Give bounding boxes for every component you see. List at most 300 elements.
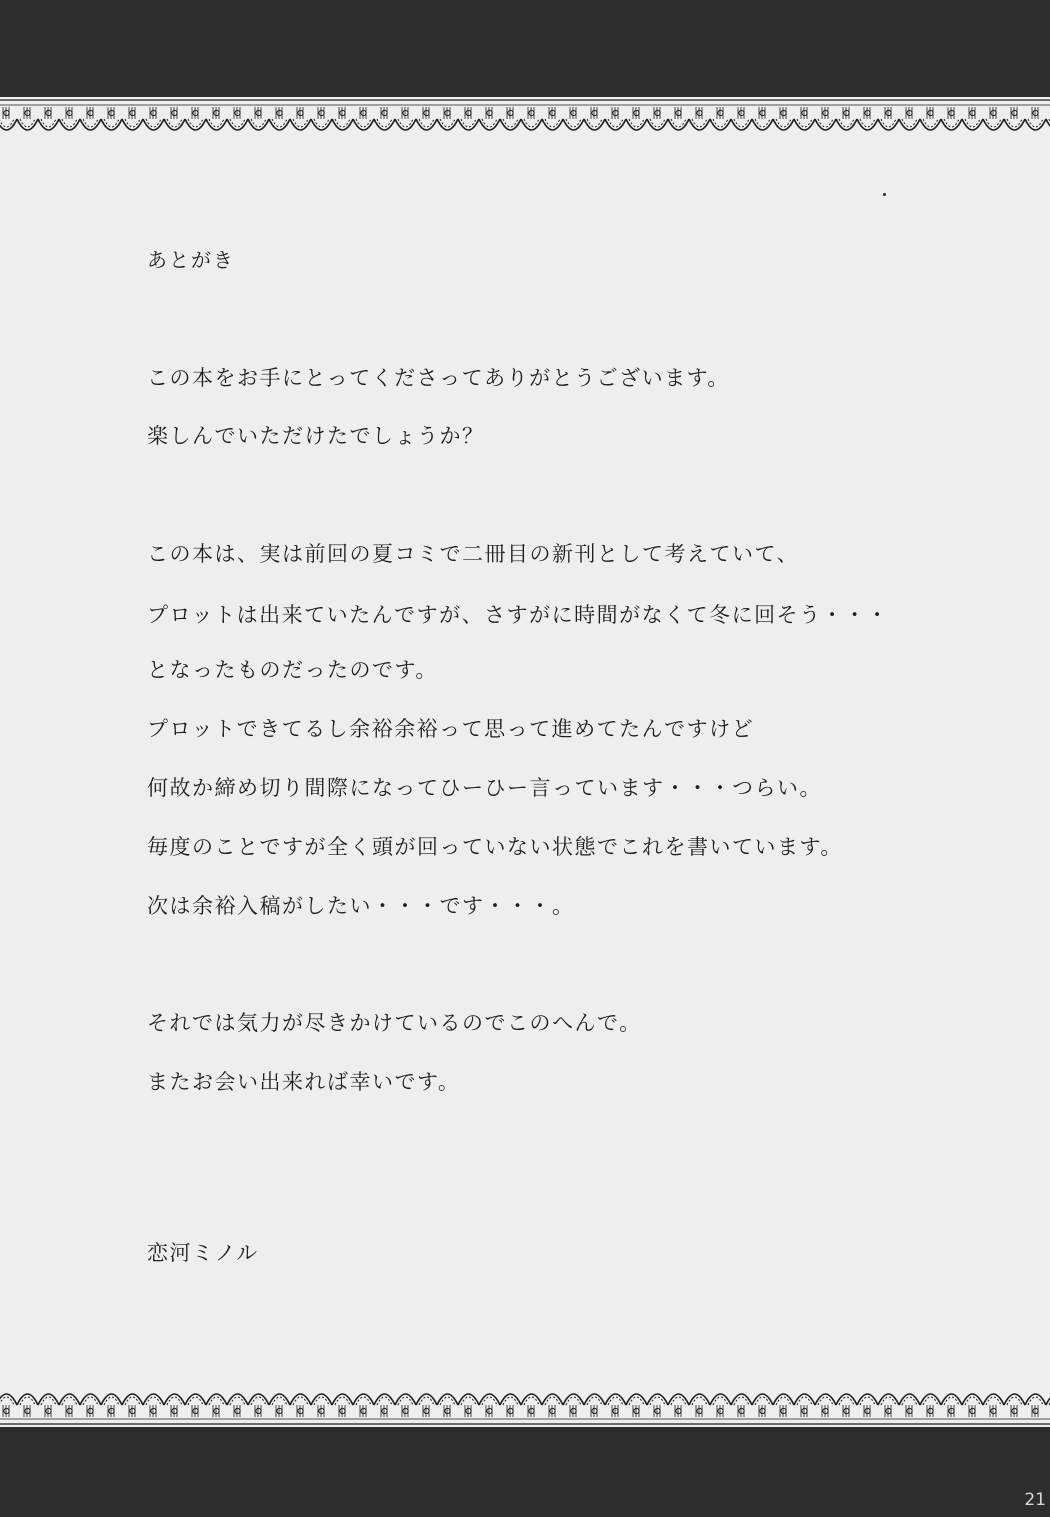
lace-scallop-inner: [965, 1397, 980, 1405]
lace-scallop-inner: [734, 119, 749, 127]
lace-bead: [193, 110, 198, 115]
lace-scallop-inner: [461, 119, 476, 127]
lace-scallop-inner: [482, 119, 497, 127]
lace-scallop-inner: [797, 1397, 812, 1405]
lace-scallop: [269, 119, 290, 130]
lace-bead: [46, 110, 51, 115]
lace-scallop: [815, 1394, 836, 1405]
lace-scallop: [143, 1394, 164, 1405]
lace-scallop: [122, 1394, 143, 1405]
lace-bead: [886, 1408, 891, 1413]
lace-scallop: [878, 1394, 899, 1405]
lace-scallop: [122, 119, 143, 130]
lace-scallop-inner: [251, 119, 266, 127]
lace-scallop-inner: [440, 1397, 455, 1405]
lace-scallop: [38, 119, 59, 130]
lace-scallop: [437, 119, 458, 130]
lace-bead: [298, 1408, 303, 1413]
lace-bead: [529, 110, 534, 115]
lace-bead: [655, 1408, 660, 1413]
lace-scallop-inner: [608, 119, 623, 127]
lace-scallop-inner: [230, 119, 245, 127]
lace-bead: [592, 1408, 597, 1413]
text-line: となったものだったのです。: [147, 658, 438, 682]
lace-scallop-inner: [377, 119, 392, 127]
lace-bead: [1033, 1408, 1038, 1413]
lace-bead: [1012, 1408, 1017, 1413]
lace-bead: [865, 110, 870, 115]
lace-scallop: [857, 119, 878, 130]
lace-scallop: [59, 1394, 80, 1405]
bottom-dark-band: [0, 1427, 1050, 1517]
text-line: この本をお手にとってくださってありがとうございます。: [147, 366, 730, 390]
lace-bead: [970, 1408, 975, 1413]
lace-scallop-inner: [608, 1397, 623, 1405]
lace-scallop: [605, 119, 626, 130]
lace-scallop-inner: [986, 119, 1001, 127]
lace-scallop-inner: [818, 1397, 833, 1405]
lace-scallop: [1025, 119, 1046, 130]
lace-bead: [529, 1408, 534, 1413]
lace-bead: [802, 110, 807, 115]
lace-scallop-inner: [335, 1397, 350, 1405]
lace-bead: [655, 110, 660, 115]
lace-scallop: [542, 1394, 563, 1405]
lace-scallop: [626, 119, 647, 130]
lace-scallop: [458, 119, 479, 130]
lace-scallop-inner: [503, 119, 518, 127]
lace-scallop: [101, 119, 122, 130]
lace-scallop: [206, 119, 227, 130]
lace-scallop-inner: [839, 1397, 854, 1405]
lace-scallop-inner: [0, 1397, 14, 1405]
lace-scallop: [290, 1394, 311, 1405]
lace-scallop-inner: [776, 1397, 791, 1405]
lace-scallop: [227, 1394, 248, 1405]
lace-scallop: [290, 119, 311, 130]
lace-motif-group: [0, 1394, 1050, 1424]
lace-scallop: [563, 1394, 584, 1405]
lace-bead: [991, 110, 996, 115]
lace-scallop: [353, 1394, 374, 1405]
lace-bead: [760, 1408, 765, 1413]
lace-bead: [25, 110, 30, 115]
lace-scallop-inner: [734, 1397, 749, 1405]
lace-scallop-inner: [188, 119, 203, 127]
lace-bead: [592, 110, 597, 115]
lace-scallop-inner: [167, 1397, 182, 1405]
lace-scallop-inner: [944, 1397, 959, 1405]
lace-bead: [130, 110, 135, 115]
lace-bead: [550, 1408, 555, 1413]
lace-bead: [109, 1408, 114, 1413]
lace-scallop: [17, 119, 38, 130]
lace-bead: [739, 110, 744, 115]
lace-scallop-inner: [1028, 119, 1043, 127]
lace-scallop: [542, 119, 563, 130]
lace-bead: [46, 1408, 51, 1413]
lace-scallop: [731, 119, 752, 130]
lace-scallop-inner: [188, 1397, 203, 1405]
lace-bead: [319, 1408, 324, 1413]
lace-scallop: [332, 119, 353, 130]
lace-bead: [151, 110, 156, 115]
lace-bead: [277, 1408, 282, 1413]
lace-scallop-inner: [167, 119, 182, 127]
lace-scallop-inner: [272, 119, 287, 127]
lace-scallop: [0, 119, 17, 130]
lace-bead: [487, 110, 492, 115]
lace-scallop-inner: [902, 119, 917, 127]
lace-scallop-inner: [545, 1397, 560, 1405]
lace-scallop: [836, 1394, 857, 1405]
lace-bead: [508, 110, 513, 115]
lace-bead: [781, 1408, 786, 1413]
lace-scallop: [38, 1394, 59, 1405]
lace-bead: [67, 1408, 72, 1413]
lace-scallop-inner: [398, 119, 413, 127]
lace-scallop: [920, 119, 941, 130]
lace-scallop-inner: [104, 1397, 119, 1405]
lace-scallop-inner: [293, 1397, 308, 1405]
lace-scallop-inner: [125, 1397, 140, 1405]
lace-scallop-inner: [881, 119, 896, 127]
lace-bead: [697, 110, 702, 115]
lace-bead: [718, 110, 723, 115]
lace-scallop-inner: [314, 1397, 329, 1405]
lace-scallop-inner: [356, 1397, 371, 1405]
lace-bead: [676, 110, 681, 115]
lace-scallop: [206, 1394, 227, 1405]
lace-bead: [403, 110, 408, 115]
lace-bead: [88, 1408, 93, 1413]
lace-scallop-inner: [41, 119, 56, 127]
lace-scallop-inner: [503, 1397, 518, 1405]
text-line: またお会い出来れば幸いです。: [147, 1070, 461, 1094]
lace-scallop-inner: [377, 1397, 392, 1405]
lace-bead: [466, 110, 471, 115]
lace-scallop-inner: [0, 119, 14, 127]
lace-bead: [928, 1408, 933, 1413]
lace-scallop-inner: [62, 1397, 77, 1405]
lace-scallop: [668, 1394, 689, 1405]
lace-scallop-inner: [209, 1397, 224, 1405]
lace-scallop: [143, 119, 164, 130]
lace-scallop-inner: [482, 1397, 497, 1405]
lace-scallop-inner: [566, 1397, 581, 1405]
lace-scallop-inner: [209, 119, 224, 127]
lace-bead: [466, 1408, 471, 1413]
lace-bead: [67, 110, 72, 115]
lace-scallop-inner: [1007, 1397, 1022, 1405]
lace-scallop: [773, 119, 794, 130]
afterword-heading: あとがき: [147, 248, 235, 272]
author-signature: 恋河ミノル: [147, 1241, 259, 1265]
lace-scallop: [983, 1394, 1004, 1405]
lace-scallop-inner: [944, 119, 959, 127]
lace-bead: [130, 1408, 135, 1413]
lace-bead: [676, 1408, 681, 1413]
lace-scallop-inner: [230, 1397, 245, 1405]
lace-scallop: [17, 1394, 38, 1405]
lace-scallop-inner: [125, 119, 140, 127]
text-line: 毎度のことですが全く頭が回っていない状態でこれを書いています。: [147, 835, 843, 859]
lace-scallop: [101, 1394, 122, 1405]
lace-scallop-inner: [818, 119, 833, 127]
lace-scallop-inner: [440, 119, 455, 127]
lace-scallop-inner: [839, 119, 854, 127]
lace-bead: [88, 110, 93, 115]
lace-scallop: [563, 119, 584, 130]
text-line: プロットは出来ていたんですが、さすがに時間がなくて冬に回そう・・・: [147, 603, 890, 627]
lace-bead: [235, 110, 240, 115]
lace-bead: [277, 110, 282, 115]
lace-bead: [571, 1408, 576, 1413]
lace-scallop: [227, 119, 248, 130]
lace-bead: [361, 1408, 366, 1413]
lace-bead: [823, 1408, 828, 1413]
lace-scallop-inner: [755, 119, 770, 127]
lace-scallop-inner: [923, 1397, 938, 1405]
text-line: 何故か締め切り間際になってひーひー言っています・・・つらい。: [147, 776, 822, 800]
lace-scallop: [1004, 1394, 1025, 1405]
lace-scallop: [752, 1394, 773, 1405]
lace-scallop: [269, 1394, 290, 1405]
lace-scallop: [521, 119, 542, 130]
lace-scallop-inner: [776, 119, 791, 127]
lace-bead: [823, 110, 828, 115]
lace-bead: [214, 1408, 219, 1413]
lace-scallop: [311, 1394, 332, 1405]
lace-bead: [991, 1408, 996, 1413]
lace-scallop: [605, 1394, 626, 1405]
lace-scallop: [0, 1394, 17, 1405]
lace-bead: [109, 110, 114, 115]
lace-scallop: [80, 119, 101, 130]
lace-bead: [550, 110, 555, 115]
lace-scallop-inner: [566, 119, 581, 127]
lace-bead: [907, 1408, 912, 1413]
lace-scallop: [962, 119, 983, 130]
lace-bead: [781, 110, 786, 115]
lace-scallop-inner: [755, 1397, 770, 1405]
lace-scallop-inner: [881, 1397, 896, 1405]
top-dark-band: [0, 0, 1050, 97]
text-line: それでは気力が尽きかけているのでこのへんで。: [147, 1011, 642, 1035]
lace-pattern-bottom: [0, 1381, 1050, 1427]
lace-bead: [424, 1408, 429, 1413]
lace-scallop-inner: [314, 119, 329, 127]
lace-scallop: [416, 119, 437, 130]
lace-bead: [760, 110, 765, 115]
lace-scallop-inner: [41, 1397, 56, 1405]
text-line: 次は余裕入稿がしたい・・・です・・・。: [147, 894, 575, 918]
lace-scallop-inner: [524, 119, 539, 127]
lace-scallop: [1004, 119, 1025, 130]
lace-bead: [844, 1408, 849, 1413]
lace-bead: [445, 110, 450, 115]
lace-scallop: [395, 1394, 416, 1405]
lace-scallop-inner: [293, 119, 308, 127]
lace-scallop-inner: [650, 119, 665, 127]
lace-bead: [193, 1408, 198, 1413]
paper-speck: [883, 193, 886, 196]
lace-pattern-top: [0, 97, 1050, 143]
lace-bead: [802, 1408, 807, 1413]
lace-bead: [949, 1408, 954, 1413]
lace-scallop-inner: [356, 119, 371, 127]
lace-scallop: [374, 1394, 395, 1405]
lace-scallop-inner: [650, 1397, 665, 1405]
lace-scallop-inner: [545, 119, 560, 127]
lace-bead: [235, 1408, 240, 1413]
lace-bead: [634, 1408, 639, 1413]
lace-bead: [256, 110, 261, 115]
lace-scallop: [668, 119, 689, 130]
lace-scallop: [626, 1394, 647, 1405]
lace-scallop-inner: [986, 1397, 1001, 1405]
lace-scallop: [1025, 1394, 1046, 1405]
lace-bead: [340, 110, 345, 115]
lace-scallop: [479, 1394, 500, 1405]
lace-scallop-inner: [20, 1397, 35, 1405]
lace-scallop-inner: [587, 119, 602, 127]
lace-scallop-inner: [104, 119, 119, 127]
lace-scallop: [185, 1394, 206, 1405]
lace-bead: [424, 110, 429, 115]
lace-scallop: [500, 1394, 521, 1405]
lace-scallop-inner: [146, 119, 161, 127]
lace-scallop-inner: [1007, 119, 1022, 127]
lace-scallop: [920, 1394, 941, 1405]
lace-scallop-inner: [398, 1397, 413, 1405]
lace-bead: [151, 1408, 156, 1413]
lace-bead: [865, 1408, 870, 1413]
lace-bead: [298, 110, 303, 115]
lace-scallop-inner: [860, 119, 875, 127]
lace-scallop: [185, 119, 206, 130]
lace-bead: [718, 1408, 723, 1413]
lace-scallop: [773, 1394, 794, 1405]
lace-scallop: [857, 1394, 878, 1405]
lace-scallop-inner: [629, 1397, 644, 1405]
lace-bead: [907, 110, 912, 115]
lace-bead: [697, 1408, 702, 1413]
lace-scallop-inner: [335, 119, 350, 127]
lace-scallop-inner: [860, 1397, 875, 1405]
lace-bead: [739, 1408, 744, 1413]
lace-scallop: [416, 1394, 437, 1405]
lace-bead: [508, 1408, 513, 1413]
lace-bead: [172, 110, 177, 115]
lace-scallop: [983, 119, 1004, 130]
lace-scallop-inner: [671, 119, 686, 127]
lace-scallop: [647, 1394, 668, 1405]
lace-bead: [214, 110, 219, 115]
lace-scallop: [731, 1394, 752, 1405]
lace-scallop: [395, 119, 416, 130]
lace-scallop-inner: [713, 1397, 728, 1405]
lace-scallop: [521, 1394, 542, 1405]
lace-scallop: [689, 1394, 710, 1405]
page-number: 21: [1024, 1490, 1046, 1510]
lace-scallop: [164, 119, 185, 130]
lace-scallop-inner: [419, 119, 434, 127]
lace-bead: [613, 110, 618, 115]
lace-scallop-inner: [251, 1397, 266, 1405]
text-line: この本は、実は前回の夏コミで二冊目の新刊として考えていて、: [147, 542, 800, 566]
lace-bead: [361, 110, 366, 115]
lace-scallop-inner: [902, 1397, 917, 1405]
lace-scallop: [836, 119, 857, 130]
lace-scallop: [584, 119, 605, 130]
lace-scallop: [689, 119, 710, 130]
lace-scallop: [941, 119, 962, 130]
top-lace-border: [0, 97, 1050, 143]
lace-bead: [403, 1408, 408, 1413]
lace-bead: [382, 1408, 387, 1413]
lace-scallop-inner: [146, 1397, 161, 1405]
lace-bead: [487, 1408, 492, 1413]
lace-scallop: [710, 1394, 731, 1405]
lace-scallop: [710, 119, 731, 130]
lace-bead: [445, 1408, 450, 1413]
lace-bead: [256, 1408, 261, 1413]
lace-scallop: [164, 1394, 185, 1405]
lace-scallop: [374, 119, 395, 130]
lace-scallop: [311, 119, 332, 130]
lace-scallop: [353, 119, 374, 130]
lace-bead: [4, 1408, 9, 1413]
lace-scallop-inner: [20, 119, 35, 127]
lace-scallop: [878, 119, 899, 130]
text-line: プロットできてるし余裕余裕って思って進めてたんですけど: [147, 717, 755, 741]
lace-scallop: [500, 119, 521, 130]
lace-scallop: [332, 1394, 353, 1405]
lace-scallop-inner: [272, 1397, 287, 1405]
lace-scallop-inner: [692, 1397, 707, 1405]
lace-scallop-inner: [419, 1397, 434, 1405]
lace-bead: [319, 110, 324, 115]
lace-bead: [844, 110, 849, 115]
lace-scallop: [962, 1394, 983, 1405]
lace-scallop-inner: [62, 119, 77, 127]
lace-bead: [1033, 110, 1038, 115]
lace-bead: [382, 110, 387, 115]
lace-bead: [25, 1408, 30, 1413]
lace-scallop-inner: [83, 1397, 98, 1405]
lace-scallop: [647, 119, 668, 130]
lace-scallop-inner: [797, 119, 812, 127]
lace-bead: [571, 110, 576, 115]
lace-scallop: [458, 1394, 479, 1405]
lace-scallop-inner: [692, 119, 707, 127]
lace-scallop-inner: [671, 1397, 686, 1405]
lace-scallop-inner: [713, 119, 728, 127]
lace-bead: [928, 110, 933, 115]
lace-bead: [634, 110, 639, 115]
lace-scallop: [752, 119, 773, 130]
text-line: 楽しんでいただけたでしょうか？: [147, 424, 485, 448]
lace-scallop: [248, 1394, 269, 1405]
lace-bead: [340, 1408, 345, 1413]
lace-scallop-inner: [629, 119, 644, 127]
lace-scallop: [899, 1394, 920, 1405]
lace-scallop: [899, 119, 920, 130]
lace-scallop: [794, 1394, 815, 1405]
lace-bead: [613, 1408, 618, 1413]
lace-scallop-inner: [1028, 1397, 1043, 1405]
